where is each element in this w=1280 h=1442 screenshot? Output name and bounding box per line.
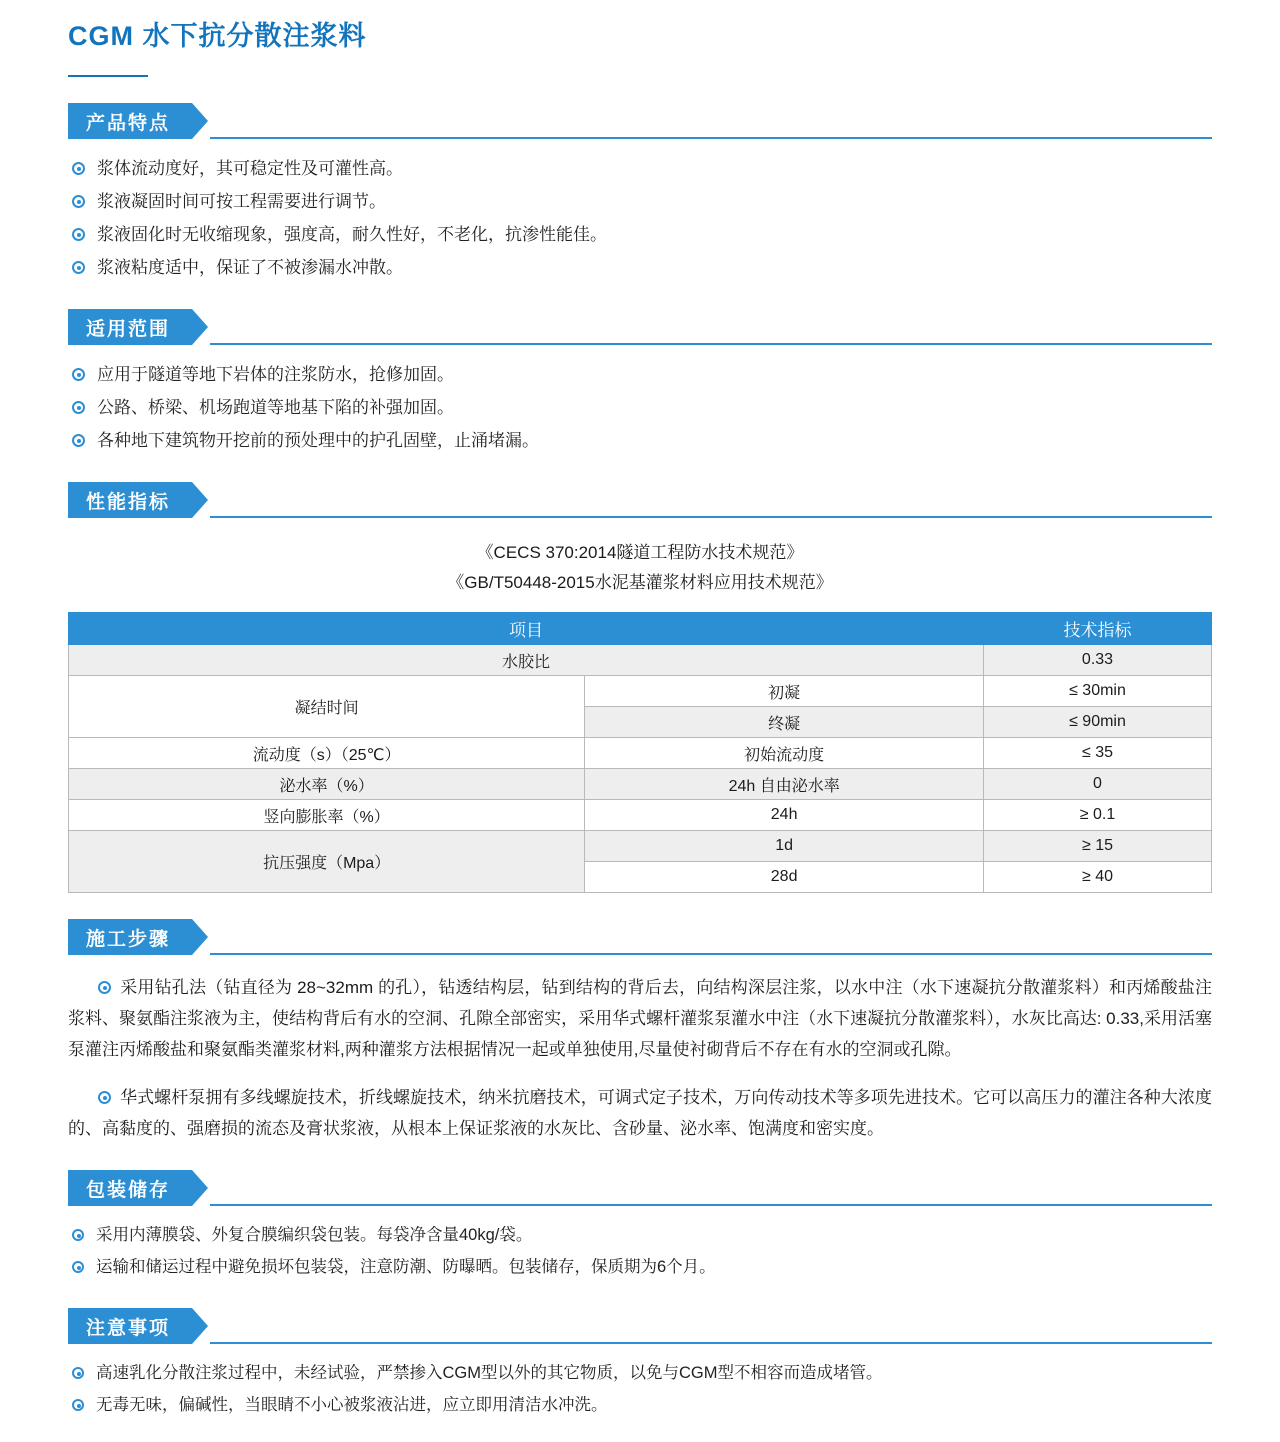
performance-table: [68, 612, 1212, 893]
cell-subitem: 28d: [585, 862, 984, 893]
list-item-text: 浆液固化时无收缩现象，强度高，耐久性好，不老化，抗渗性能佳。: [97, 225, 607, 244]
section-rule: [210, 1204, 1212, 1206]
bullet-circle-icon: [72, 228, 85, 241]
cell-value: ≥ 40: [983, 862, 1211, 893]
column-header-index: 技术指标: [983, 613, 1211, 645]
column-header-item: 项目: [69, 613, 984, 645]
section-title-scope: 适用范围: [68, 309, 192, 345]
table-row: [69, 800, 1212, 831]
cell-item: 抗压强度（Mpa）: [69, 831, 585, 893]
section-title-steps: 施工步骤: [68, 919, 192, 955]
page-title: CGM 水下抗分散注浆料: [68, 21, 367, 51]
bullet-circle-icon: [72, 401, 85, 414]
bullet-circle-icon: [72, 195, 85, 208]
notes-list: [68, 1358, 1212, 1420]
cell-subitem: 24h 自由泌水率: [585, 769, 984, 800]
list-item-text: 运输和储运过程中避免损坏包装袋，注意防潮、防曝晒。包装储存，保质期为6个月。: [96, 1258, 716, 1276]
cell-subitem: 初始流动度: [585, 738, 984, 769]
section-header-features: [68, 103, 1212, 139]
section-packaging: [68, 1170, 1212, 1282]
paragraph-text: 华式螺杆泵拥有多线螺旋技术，折线螺旋技术，纳米抗磨技术，可调式定子技术，万向传动技术等多项先进技术。它可以高压力的灌注各种大浓度的、高黏度的、强磨损的流态及膏状浆液，从根本上保证浆液的水灰比、含砂量、泌水率、饱满度和密实度。: [68, 1088, 1212, 1138]
section-header-performance: [68, 482, 1212, 518]
cell-value: 0: [983, 769, 1211, 800]
section-title-packaging: 包装储存: [68, 1170, 192, 1206]
list-item-text: 浆液凝固时间可按工程需要进行调节。: [97, 192, 386, 211]
paragraph-text: 采用钻孔法（钻直径为 28~32mm 的孔），钻透结构层，钻到结构的背后去，向结构深层注浆，以水中注（水下速凝抗分散灌浆料）和丙烯酸盐注浆料、聚氨酯注浆液为主，使结构背后有水的空洞、孔隙全部密实，采用华式螺杆灌浆泵灌水中注（水下速凝抗分散灌浆料），水灰比高达: 0.33,采用活塞泵灌注丙烯酸盐和聚氨酯类灌浆材料,两种灌浆方法根据情况一起或单独使用,尽量使衬砌背后不存在有水的空洞或孔隙。: [68, 978, 1212, 1059]
bullet-circle-icon: [98, 1091, 111, 1104]
list-item-text: 高速乳化分散注浆过程中，未经试验，严禁掺入CGM型以外的其它物质，以免与CGM型不相容而造成堵管。: [96, 1364, 883, 1382]
cell-subitem: 24h: [585, 800, 984, 831]
scope-list: [68, 359, 1212, 456]
cell-value: ≥ 15: [983, 831, 1211, 862]
cell-subitem: 初凝: [585, 676, 984, 707]
standard-line: 《CECS 370:2014隧道工程防水技术规范》: [476, 543, 804, 562]
section-header-packaging: [68, 1170, 1212, 1206]
cell-item: 凝结时间: [69, 676, 585, 738]
list-item: [68, 1358, 1212, 1388]
section-title-notes: 注意事项: [68, 1308, 192, 1344]
bullet-circle-icon: [98, 981, 111, 994]
list-item-text: 采用内薄膜袋、外复合膜编织袋包装。每袋净含量40kg/袋。: [96, 1226, 533, 1244]
cell-item: 泌水率（%）: [69, 769, 585, 800]
section-header-scope: [68, 309, 1212, 345]
list-item: [68, 219, 1212, 250]
table-row: [69, 738, 1212, 769]
list-item-text: 公路、桥梁、机场跑道等地基下陷的补强加固。: [97, 398, 454, 417]
section-features: [68, 103, 1212, 283]
list-item: [68, 1390, 1212, 1420]
cell-value: ≤ 30min: [983, 676, 1211, 707]
bullet-circle-icon: [72, 162, 85, 175]
section-title-features: 产品特点: [68, 103, 192, 139]
cell-item: 竖向膨胀率（%）: [69, 800, 585, 831]
list-item: [68, 252, 1212, 283]
table-row: [69, 831, 1212, 862]
list-item: [68, 1252, 1212, 1282]
list-item: [68, 359, 1212, 390]
table-row: [69, 769, 1212, 800]
section-performance: [68, 482, 1212, 893]
table-row: [69, 676, 1212, 707]
bullet-circle-icon: [72, 261, 85, 274]
features-list: [68, 153, 1212, 283]
list-item-text: 应用于隧道等地下岩体的注浆防水，抢修加固。: [97, 365, 454, 384]
section-rule: [210, 343, 1212, 345]
paragraph: [68, 1082, 1212, 1144]
bullet-circle-icon: [72, 1229, 84, 1241]
list-item: [68, 425, 1212, 456]
list-item: [68, 392, 1212, 423]
cell-subitem: 终凝: [585, 707, 984, 738]
bullet-circle-icon: [72, 1261, 84, 1273]
paragraph: [68, 972, 1212, 1065]
cell-value: ≤ 35: [983, 738, 1211, 769]
standards-block: [68, 538, 1212, 598]
table-row: [69, 645, 1212, 676]
bullet-circle-icon: [72, 1399, 84, 1411]
table-header-row: [69, 613, 1212, 645]
bullet-circle-icon: [72, 368, 85, 381]
section-rule: [210, 137, 1212, 139]
cell-item: 流动度（s）（25℃）: [69, 738, 585, 769]
cell-value: 0.33: [983, 645, 1211, 676]
list-item: [68, 153, 1212, 184]
list-item-text: 无毒无味，偏碱性，当眼睛不小心被浆液沾进，应立即用清洁水冲洗。: [96, 1396, 608, 1414]
section-scope: [68, 309, 1212, 456]
section-header-notes: [68, 1308, 1212, 1344]
list-item-text: 各种地下建筑物开挖前的预处理中的护孔固壁，止涌堵漏。: [97, 431, 539, 450]
packaging-list: [68, 1220, 1212, 1282]
bullet-circle-icon: [72, 1367, 84, 1379]
section-rule: [210, 516, 1212, 518]
cell-value: ≥ 0.1: [983, 800, 1211, 831]
section-title-performance: 性能指标: [68, 482, 192, 518]
section-steps: [68, 919, 1212, 1144]
section-rule: [210, 953, 1212, 955]
steps-paragraphs: [68, 972, 1212, 1144]
standard-line: 《GB/T50448-2015水泥基灌浆材料应用技术规范》: [447, 573, 833, 592]
title-underline: [68, 75, 148, 77]
cell-value: ≤ 90min: [983, 707, 1211, 738]
section-header-steps: [68, 919, 1212, 955]
list-item-text: 浆液粘度适中，保证了不被渗漏水冲散。: [97, 258, 403, 277]
list-item-text: 浆体流动度好，其可稳定性及可灌性高。: [97, 159, 403, 178]
section-rule: [210, 1342, 1212, 1344]
cell-item: 水胶比: [69, 645, 984, 676]
section-notes: [68, 1308, 1212, 1420]
bullet-circle-icon: [72, 434, 85, 447]
list-item: [68, 1220, 1212, 1250]
list-item: [68, 186, 1212, 217]
cell-subitem: 1d: [585, 831, 984, 862]
